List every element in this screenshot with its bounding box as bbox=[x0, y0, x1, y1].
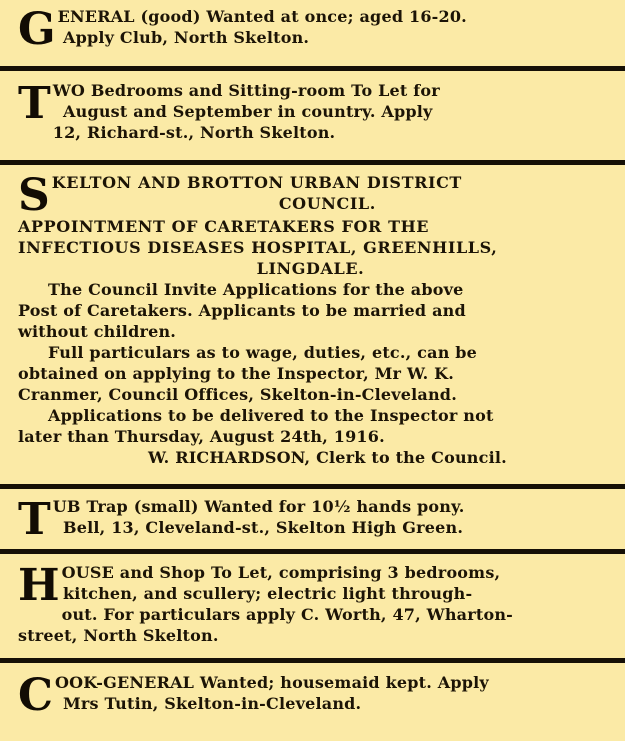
drop-cap: H bbox=[18, 562, 60, 611]
ad-line: Full particulars as to wage, duties, etc., can be bbox=[48, 343, 478, 362]
ad-line: Mrs Tutin, Skelton-in-Cleveland. bbox=[63, 694, 362, 713]
ad-line: The Council Invite Applications for the above bbox=[48, 280, 464, 299]
ad-line: Bell, 13, Cleveland-st., Skelton High Green. bbox=[63, 518, 464, 537]
ad-tub-trap-wanted bbox=[0, 496, 625, 546]
column-rule bbox=[0, 549, 625, 554]
ad-heading: APPOINTMENT OF CARETAKERS FOR THE bbox=[18, 217, 430, 236]
ad-heading: COUNCIL. bbox=[278, 194, 376, 213]
column-rule bbox=[0, 66, 625, 71]
ad-line: obtained on applying to the Inspector, Mr W. K. bbox=[18, 364, 455, 383]
ad-bedrooms-to-let bbox=[0, 80, 625, 156]
ad-line: Post of Caretakers. Applicants to be married and bbox=[18, 301, 466, 320]
drop-cap: S bbox=[18, 172, 50, 221]
ad-line: OOK-GENERAL Wanted; housemaid kept. Apply bbox=[55, 673, 489, 692]
ad-line: without children. bbox=[18, 322, 177, 341]
ad-line: August and September in country. Apply bbox=[63, 102, 433, 121]
drop-cap: T bbox=[18, 80, 51, 129]
column-rule bbox=[0, 160, 625, 165]
ad-heading: INFECTIOUS DISEASES HOSPITAL, GREENHILLS, bbox=[18, 238, 498, 257]
column-rule bbox=[0, 484, 625, 489]
ad-line: Applications to be delivered to the Inspector not bbox=[48, 406, 494, 425]
drop-cap: T bbox=[18, 496, 51, 545]
ad-line: UB Trap (small) Wanted for 10½ hands pony. bbox=[52, 497, 465, 516]
ad-line: ENERAL (good) Wanted at once; aged 16-20. bbox=[57, 7, 467, 26]
ad-line: Cranmer, Council Offices, Skelton-in-Cleveland. bbox=[18, 385, 457, 404]
ad-line: WO Bedrooms and Sitting-room To Let for bbox=[52, 81, 440, 100]
ad-house-and-shop bbox=[0, 562, 625, 656]
drop-cap: G bbox=[18, 6, 56, 55]
ad-line: later than Thursday, August 24th, 1916. bbox=[18, 427, 385, 446]
ad-line: out. For particulars apply C. Worth, 47, Wharton- bbox=[61, 605, 514, 624]
ad-signature: W. RICHARDSON, Clerk to the Council. bbox=[148, 448, 507, 467]
ad-line: kitchen, and scullery; electric light through- bbox=[63, 584, 473, 603]
drop-cap: C bbox=[18, 672, 54, 721]
ad-council-caretakers bbox=[0, 172, 625, 480]
column-rule bbox=[0, 658, 625, 663]
ad-heading: LINGDALE. bbox=[256, 259, 365, 278]
ad-line: OUSE and Shop To Let, comprising 3 bedrooms, bbox=[61, 563, 501, 582]
ad-cook-general bbox=[0, 672, 625, 734]
ad-general-wanted bbox=[0, 6, 625, 64]
ad-line: 12, Richard-st., North Skelton. bbox=[52, 123, 336, 142]
ad-heading: KELTON AND BROTTON URBAN DISTRICT bbox=[51, 173, 462, 192]
ad-line: street, North Skelton. bbox=[18, 626, 219, 645]
ad-line: Apply Club, North Skelton. bbox=[63, 28, 310, 47]
